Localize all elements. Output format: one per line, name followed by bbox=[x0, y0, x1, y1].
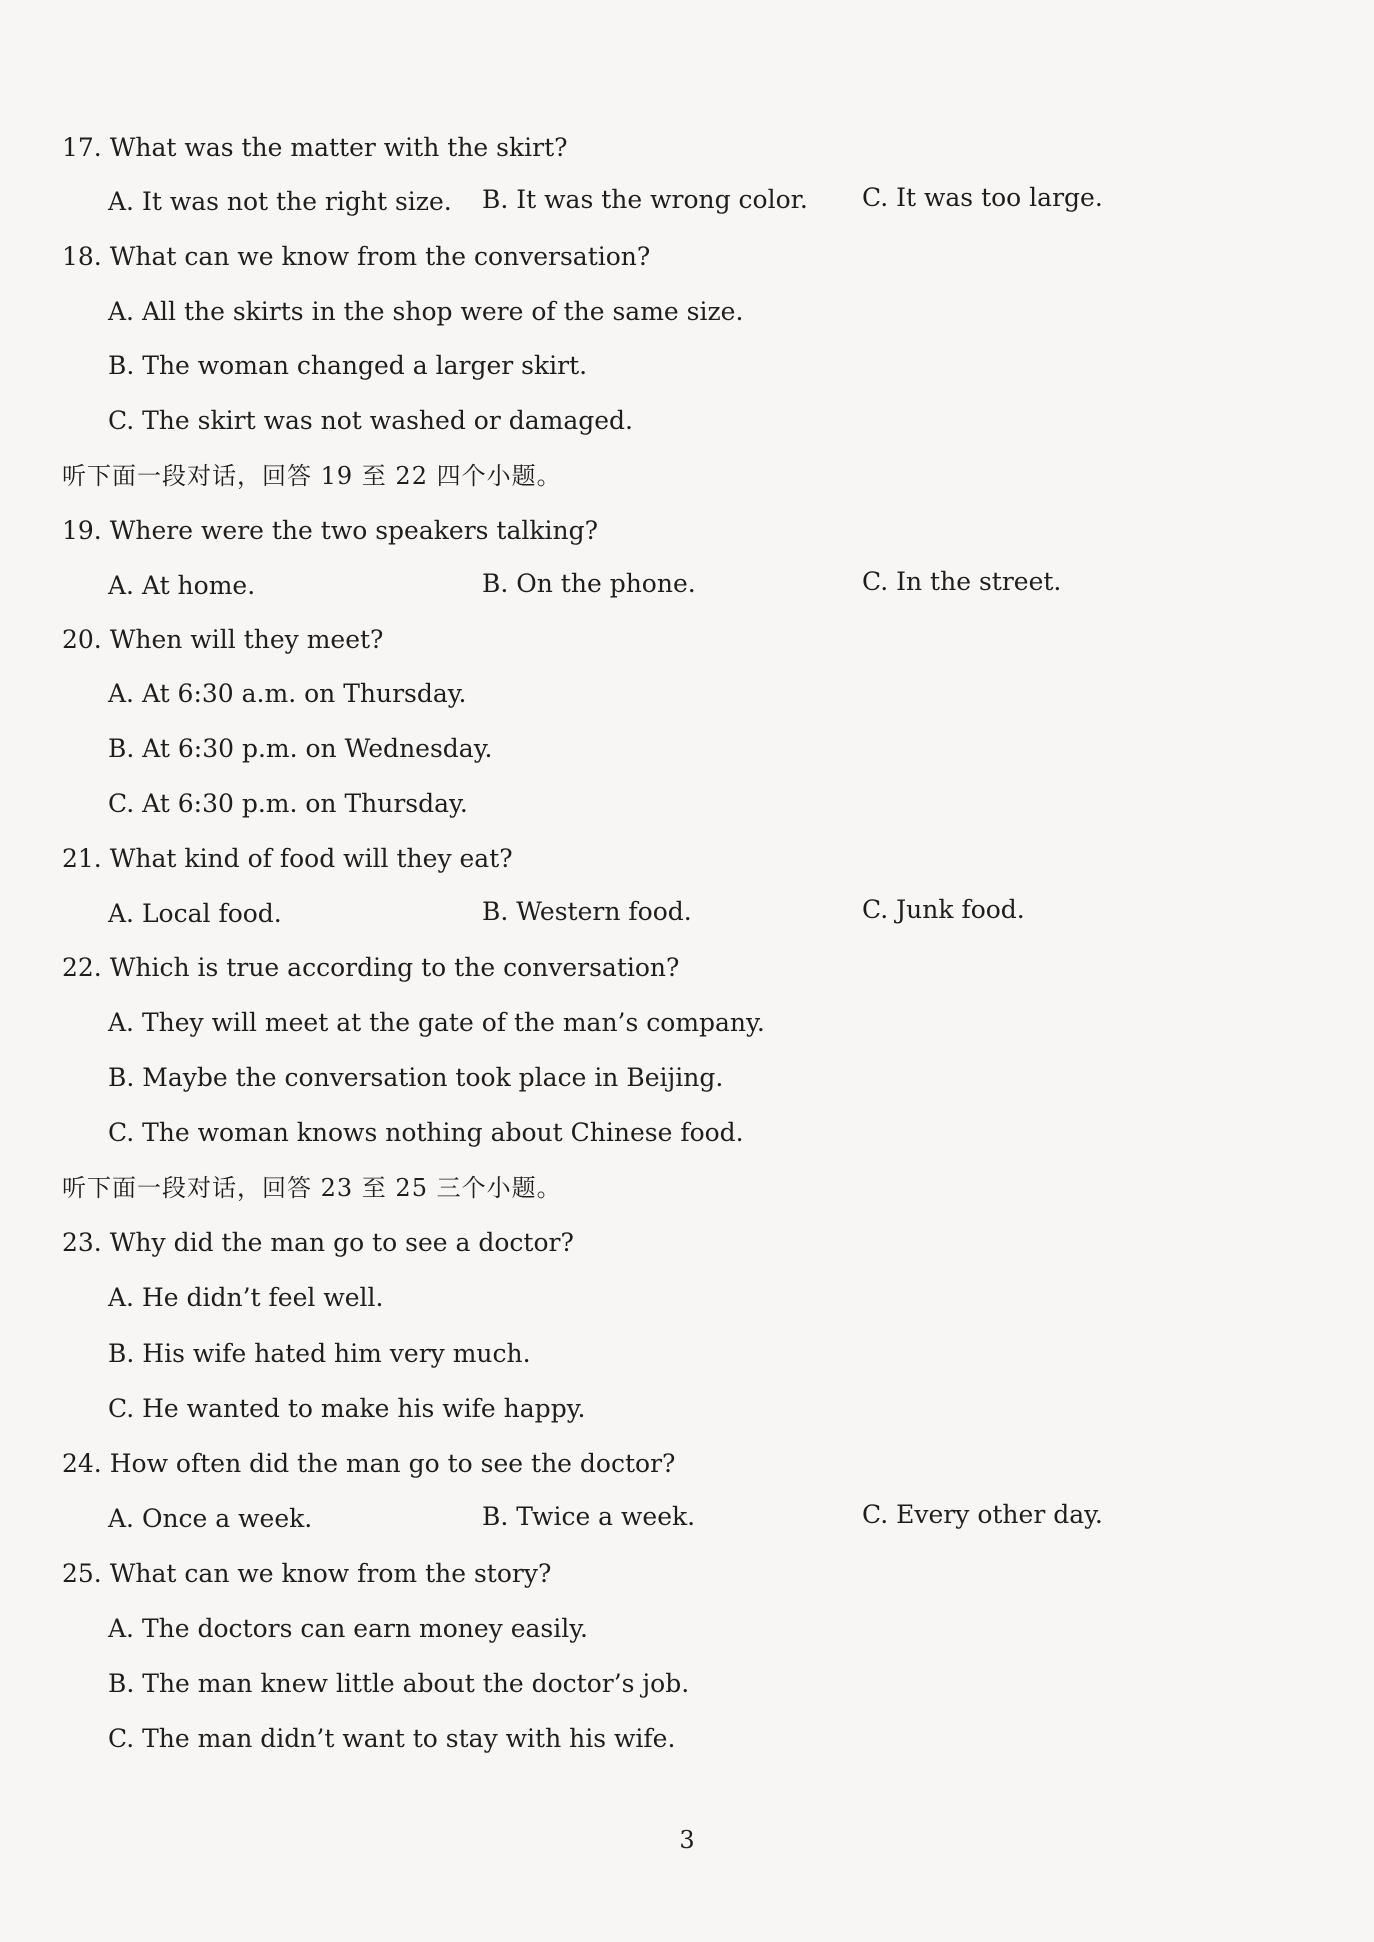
q21-option-b: B. Western food. bbox=[482, 897, 692, 926]
question-stem: When will they meet? bbox=[109, 625, 384, 654]
section-instruction: 听下面一段对话，回答 23 至 25 三个小题。 bbox=[62, 1174, 562, 1202]
question-19 bbox=[62, 515, 598, 547]
question-number: 20. bbox=[62, 625, 102, 654]
question-stem: What was the matter with the skirt? bbox=[109, 133, 568, 162]
q23-option-b: B. His wife hated him very much. bbox=[108, 1339, 531, 1368]
q19-option-c: C. In the street. bbox=[862, 567, 1062, 596]
q18-option-b: B. The woman changed a larger skirt. bbox=[108, 351, 588, 380]
q22-option-b: B. Maybe the conversation took place in Beijing. bbox=[108, 1063, 724, 1092]
question-25 bbox=[62, 1558, 551, 1590]
question-22 bbox=[62, 952, 679, 984]
q17-option-c: C. It was too large. bbox=[862, 183, 1103, 212]
question-number: 24. bbox=[62, 1449, 102, 1478]
question-23 bbox=[62, 1227, 574, 1259]
question-stem: Which is true according to the conversation? bbox=[109, 953, 680, 982]
question-number: 25. bbox=[62, 1559, 102, 1588]
question-stem: Where were the two speakers talking? bbox=[109, 516, 599, 545]
question-number: 22. bbox=[62, 953, 102, 982]
q19-option-a: A. At home. bbox=[108, 571, 256, 600]
question-18 bbox=[62, 241, 650, 273]
question-stem: What can we know from the conversation? bbox=[109, 242, 651, 271]
q25-option-c: C. The man didn’t want to stay with his wife. bbox=[108, 1724, 676, 1753]
q22-option-c: C. The woman knows nothing about Chinese food. bbox=[108, 1118, 744, 1147]
q24-option-a: A. Once a week. bbox=[108, 1504, 313, 1533]
q17-option-b: B. It was the wrong color. bbox=[482, 185, 808, 214]
q20-option-a: A. At 6:30 a.m. on Thursday. bbox=[108, 679, 467, 708]
q23-option-a: A. He didn’t feel well. bbox=[108, 1283, 384, 1312]
q20-option-c: C. At 6:30 p.m. on Thursday. bbox=[108, 789, 468, 818]
section-instruction: 听下面一段对话，回答 19 至 22 四个小题。 bbox=[62, 462, 562, 490]
q19-option-b: B. On the phone. bbox=[482, 569, 696, 598]
question-21 bbox=[62, 843, 513, 875]
question-number: 23. bbox=[62, 1228, 102, 1257]
question-stem: What kind of food will they eat? bbox=[109, 844, 513, 873]
question-number: 19. bbox=[62, 516, 102, 545]
q20-option-b: B. At 6:30 p.m. on Wednesday. bbox=[108, 734, 493, 763]
q24-option-c: C. Every other day. bbox=[862, 1500, 1103, 1529]
page-number: 3 bbox=[679, 1826, 695, 1854]
question-number: 17. bbox=[62, 133, 102, 162]
q25-option-a: A. The doctors can earn money easily. bbox=[108, 1614, 588, 1643]
q18-option-a: A. All the skirts in the shop were of the same size. bbox=[108, 297, 744, 326]
q24-option-b: B. Twice a week. bbox=[482, 1502, 696, 1531]
question-stem: How often did the man go to see the doctor? bbox=[109, 1449, 676, 1478]
question-17 bbox=[62, 132, 568, 164]
q17-option-a: A. It was not the right size. bbox=[108, 187, 452, 216]
q23-option-c: C. He wanted to make his wife happy. bbox=[108, 1394, 586, 1423]
question-20 bbox=[62, 624, 383, 656]
question-number: 21. bbox=[62, 844, 102, 873]
question-stem: Why did the man go to see a doctor? bbox=[109, 1228, 574, 1257]
q21-option-c: C. Junk food. bbox=[862, 895, 1025, 924]
q21-option-a: A. Local food. bbox=[108, 899, 282, 928]
question-stem: What can we know from the story? bbox=[109, 1559, 552, 1588]
question-number: 18. bbox=[62, 242, 102, 271]
q22-option-a: A. They will meet at the gate of the man’s company. bbox=[108, 1008, 765, 1037]
q25-option-b: B. The man knew little about the doctor’s job. bbox=[108, 1669, 690, 1698]
question-24 bbox=[62, 1448, 675, 1480]
q18-option-c: C. The skirt was not washed or damaged. bbox=[108, 406, 633, 435]
